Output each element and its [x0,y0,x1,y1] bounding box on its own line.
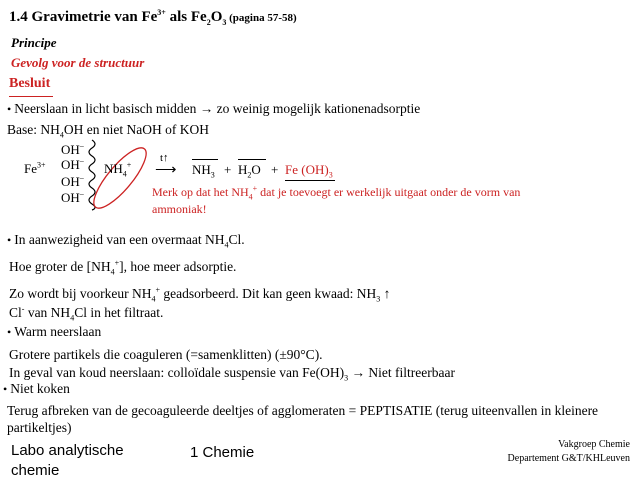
title-sub: 2 [206,18,211,27]
note-a: Merk op dat het NH [152,185,249,199]
koud-b: → Niet filtreerbaar [348,365,455,380]
zo-sub: 4 [151,294,156,304]
nh4-ion [104,161,131,177]
plus-1: + [224,162,232,177]
oh-charge: – [79,156,84,166]
cl-a: Cl [9,305,22,320]
hoe-a: Hoe groter de [NH [9,259,111,274]
line-overmaat [7,232,245,248]
koud-sub: 3 [344,373,349,383]
plus-2: + [271,162,279,177]
besluit-underline [9,96,53,97]
nh4-sub: 4 [122,169,127,179]
footer-chapter: 1 Chemie [190,444,255,461]
niet-koken-text: Niet koken [10,381,70,396]
nh4-charge: + [126,160,132,170]
title-o: O [210,9,223,25]
zo-b: geadsorbeerd. Dit kan geen kwaad: NH [160,286,377,301]
base-b: OH en niet NaOH of KOH [63,122,209,137]
oh-text: OH [61,190,80,205]
bullet: • [7,233,12,247]
oh-charge: – [79,189,84,199]
bullet: • [3,382,8,396]
note-sub: 4 [248,192,253,202]
fe-ion [24,161,46,177]
zo-sup: + [155,285,160,295]
line-hoe-groter [9,259,236,275]
oh-text: OH [61,142,80,157]
feoh-underline [285,180,335,181]
title-sub-2: 3 [222,18,227,27]
zo-sub2: 3 [376,294,381,304]
arrow-label: t↑ [160,152,169,164]
base-a: Base: NH [7,122,60,137]
footer-department [508,438,630,466]
oh-charge: – [79,141,84,151]
title-text-2: als Fe [165,9,207,25]
note-sup: + [252,184,258,193]
cl-c: Cl in het filtraat. [74,305,164,320]
red-ellipse [86,141,153,214]
line-niet-koken [3,381,70,397]
bullet: • [7,325,12,339]
overmaat-a: In aanwezigheid van een overmaat NH [14,232,225,247]
heading-besluit: Besluit [9,76,51,91]
cl-b: van NH [24,305,71,320]
line-warm [7,324,101,340]
heading-structuur: Gevolg voor de structuur [11,55,145,70]
warm-text: Warm neerslaan [14,324,102,339]
h2o-h: H [238,162,248,177]
note-ammoniak [152,184,552,218]
fe-text: Fe [24,161,37,176]
zo-c: ↑ [380,286,391,301]
h2o-o: O [251,162,261,177]
line-zo-wordt [9,286,390,302]
hoe-sup: + [114,258,120,268]
title-text: 1.4 Gravimetrie van Fe [9,9,158,25]
nh3-sub: 3 [210,170,215,180]
cl-sup: - [21,304,25,314]
h2o-sub: 2 [247,170,252,180]
overmaat-sub: 4 [224,240,229,250]
oh-charge: – [79,173,84,183]
line-neerslaan [7,101,420,117]
footer-course: Labo analytische chemie [11,442,124,479]
product-nh3 [192,162,215,178]
nh4-text: NH [104,161,123,176]
reaction-arrow: ⟶ [155,162,177,178]
line-grotere: Grotere partikels die coaguleren (=samenklitten) (±90°C). [9,347,323,362]
fe-charge: 3+ [37,160,46,170]
koud-a: In geval van koud neerslaan: colloïdale suspensie van Fe(OH) [9,365,345,380]
oh-text: OH [61,157,80,172]
product-h2o [238,162,261,178]
title-pages: (pagina 57-58) [226,12,297,24]
bullet: • [7,102,12,116]
title-charge: 3+ [157,8,166,17]
feoh-text: Fe (OH) [285,162,329,177]
footer-departement: Departement G&T/KHLeuven [507,453,630,464]
heading-principe: Principe [11,35,57,50]
hoe-b: ], hoe meer adsorptie. [119,259,237,274]
line-neerslaan-text: Neerslaan in licht basisch midden → zo weinig mogelijk kationenadsorptie [14,101,421,116]
line-peptisatie: Terug afbreken van de gecoaguleerde deeltjes of agglomeraten = PEPTISATIE (terug uiteenvallen in kleinere partikeltjes) [7,403,599,435]
note-b: dat je toevoegt er werkelijk uitgaat onder de vorm van ammoniak! [152,185,521,216]
h2o-overline [238,159,266,160]
product-feoh3 [285,162,333,178]
oh-text: OH [61,174,80,189]
footer-vakgroep: Vakgroep Chemie [558,439,630,450]
overmaat-b: Cl. [228,232,245,247]
feoh-sub: 3 [328,170,333,180]
line-koud [9,365,455,381]
cl-sub: 4 [70,313,75,323]
zo-a: Zo wordt bij voorkeur NH [9,286,152,301]
line-base [7,122,209,138]
nh3-text: NH [192,162,211,177]
page-title [9,9,297,26]
nh3-overline [192,159,218,160]
hoe-sub: 4 [110,267,115,277]
line-cl [9,305,163,321]
base-sub: 4 [59,130,64,140]
